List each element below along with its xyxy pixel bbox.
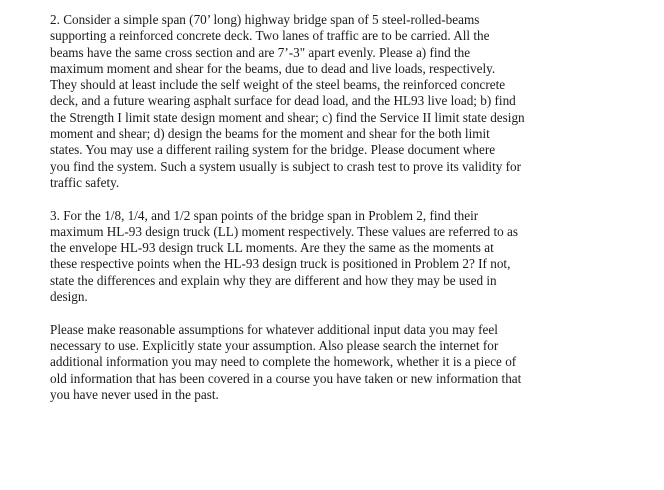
text-line: necessary to use. Explicitly state your assumption. Also please search the internet for: [50, 337, 499, 353]
text-line: deck, and a future wearing asphalt surface for dead load, and the HL93 live load; b) find: [50, 93, 516, 109]
text-line: you have never used in the past.: [50, 386, 219, 402]
text-line: 3. For the 1/8, 1/4, and 1/2 span points of the bridge span in Problem 2, find their: [50, 207, 479, 223]
text-line: maximum HL-93 design truck (LL) moment respectively. These values are referred to as: [50, 223, 518, 239]
text-line: Please make reasonable assumptions for whatever additional input data you may feel: [50, 321, 498, 337]
text-line: They should at least include the self weight of the steel beams, the reinforced concrete: [50, 77, 506, 93]
text-line: the Strength I limit state design moment and shear; c) find the Service II limit state design: [50, 109, 525, 125]
text-line: state the differences and explain why they are different and how they may be used in: [50, 272, 497, 288]
text-line: 2. Consider a simple span (70’ long) highway bridge span of 5 steel-rolled-beams: [50, 12, 480, 27]
text-line: additional information you may need to complete the homework, whether it is a piece of: [50, 354, 517, 370]
text-line: states. You may use a different railing system for the bridge. Please document where: [50, 142, 496, 158]
text-line: design.: [50, 289, 88, 305]
text-line: moment and shear; d) design the beams for the moment and shear for the both limit: [50, 126, 490, 142]
text-line: old information that has been covered in a course you have taken or new information that: [50, 370, 522, 386]
problem-2-paragraph: [50, 12, 650, 191]
text-line: you find the system. Such a system usually is subject to crash test to prove its validity for: [50, 158, 522, 174]
document-body: [50, 12, 650, 403]
problem-3-paragraph: [50, 208, 650, 306]
text-line: these respective points when the HL-93 design truck is positioned in Problem 2? If not,: [50, 256, 511, 272]
text-line: traffic safety.: [50, 174, 120, 190]
text-line: the envelope HL-93 design truck LL moments. Are they the same as the moments at: [50, 240, 494, 256]
text-line: beams have the same cross section and are 7’-3" apart evenly. Please a) find the: [50, 44, 471, 60]
instructions-paragraph: [50, 322, 650, 403]
text-line: maximum moment and shear for the beams, due to dead and live loads, respectively.: [50, 60, 496, 76]
text-line: supporting a reinforced concrete deck. Two lanes of traffic are to be carried. All the: [50, 28, 490, 44]
